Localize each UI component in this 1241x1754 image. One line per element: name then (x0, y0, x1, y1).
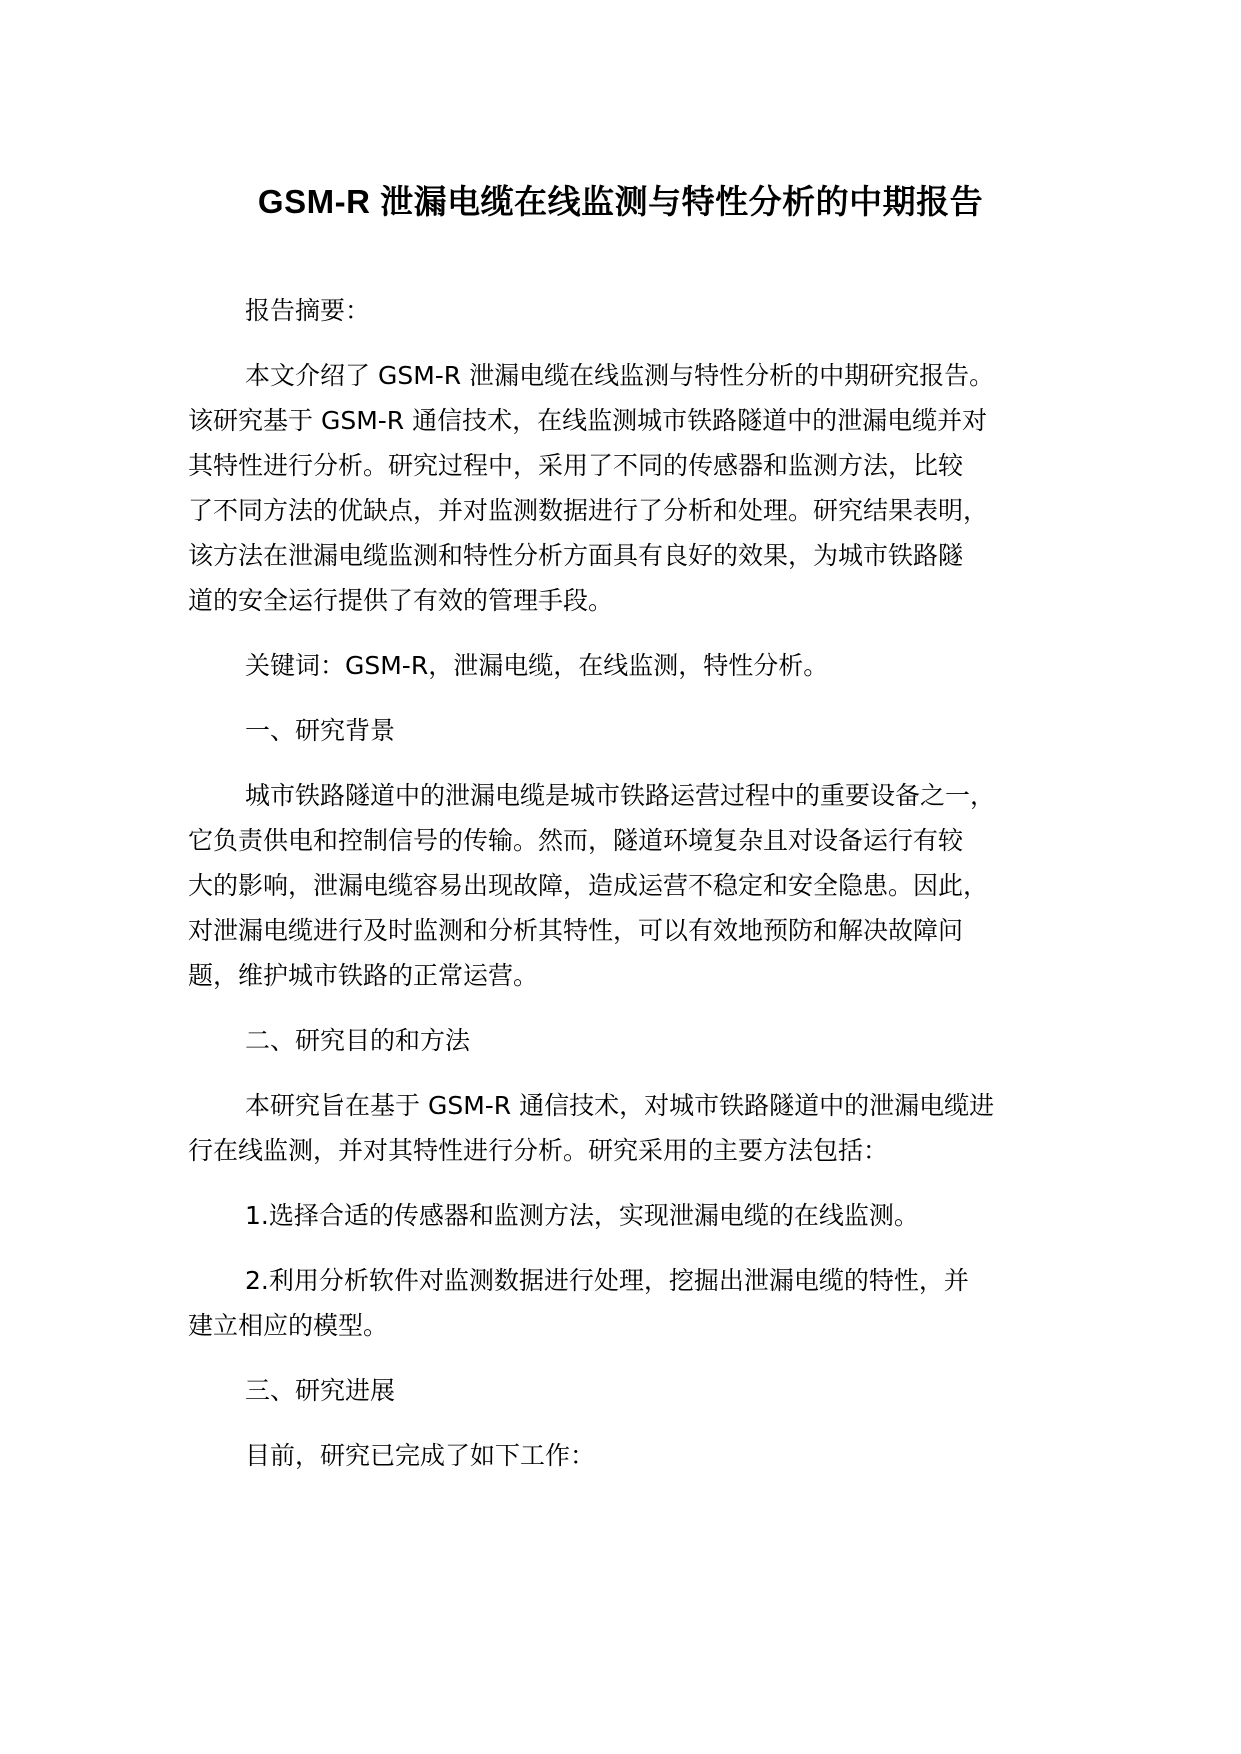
paragraph-line: 1.选择合适的传感器和监测方法，实现泄漏电缆的在线监测。 (245, 1201, 919, 1230)
paragraph-line: 本研究旨在基于 GSM-R 通信技术，对城市铁路隧道中的泄漏电缆进 (245, 1091, 995, 1120)
paragraph-line: 目前，研究已完成了如下工作： (245, 1441, 596, 1470)
paragraph (188, 708, 1068, 753)
paragraph (188, 1258, 1068, 1348)
paragraph (188, 1433, 1068, 1478)
paragraph-line: 大的影响，泄漏电缆容易出现故障，造成运营不稳定和安全隐患。因此， (188, 871, 989, 900)
paragraph-line: 对泄漏电缆进行及时监测和分析其特性，可以有效地预防和解决故障问 (188, 916, 964, 945)
paragraph (188, 1368, 1068, 1413)
paragraph (188, 773, 1068, 998)
paragraph (188, 353, 1068, 623)
paragraph-line: 建立相应的模型。 (188, 1311, 389, 1340)
paragraph-line: 该方法在泄漏电缆监测和特性分析方面具有良好的效果，为城市铁路隧 (188, 541, 964, 570)
paragraph-line: 了不同方法的优缺点，并对监测数据进行了分析和处理。研究结果表明， (188, 496, 989, 525)
paragraph (188, 1083, 1068, 1173)
paragraph-line: 城市铁路隧道中的泄漏电缆是城市铁路运营过程中的重要设备之一， (245, 781, 996, 810)
paragraph-line: 报告摘要： (245, 296, 371, 325)
paragraph (188, 288, 1068, 333)
paragraph-line: 2.利用分析软件对监测数据进行处理，挖掘出泄漏电缆的特性，并 (245, 1266, 969, 1295)
paragraph-line: 题，维护城市铁路的正常运营。 (188, 961, 539, 990)
paragraph-line: 关键词：GSM-R，泄漏电缆，在线监测，特性分析。 (245, 651, 829, 680)
paragraph (188, 643, 1068, 688)
paragraph-line: 一、研究背景 (245, 716, 396, 745)
paragraph (188, 1193, 1068, 1238)
paragraph (188, 1018, 1068, 1063)
document-title: GSM-R 泄漏电缆在线监测与特性分析的中期报告 (257, 183, 984, 220)
paragraph-line: 道的安全运行提供了有效的管理手段。 (188, 586, 614, 615)
paragraph-line: 它负责供电和控制信号的传输。然而，隧道环境复杂且对设备运行有较 (188, 826, 964, 855)
paragraph-line: 该研究基于 GSM-R 通信技术，在线监测城市铁路隧道中的泄漏电缆并对 (188, 406, 988, 435)
paragraph-line: 其特性进行分析。研究过程中，采用了不同的传感器和监测方法，比较 (188, 451, 964, 480)
paragraph-line: 行在线监测，并对其特性进行分析。研究采用的主要方法包括： (188, 1136, 889, 1165)
paragraph-line: 本文介绍了 GSM-R 泄漏电缆在线监测与特性分析的中期研究报告。 (245, 361, 995, 390)
paragraph-line: 二、研究目的和方法 (245, 1026, 471, 1055)
paragraph-line: 三、研究进展 (245, 1376, 396, 1405)
document-body (188, 288, 1068, 1498)
